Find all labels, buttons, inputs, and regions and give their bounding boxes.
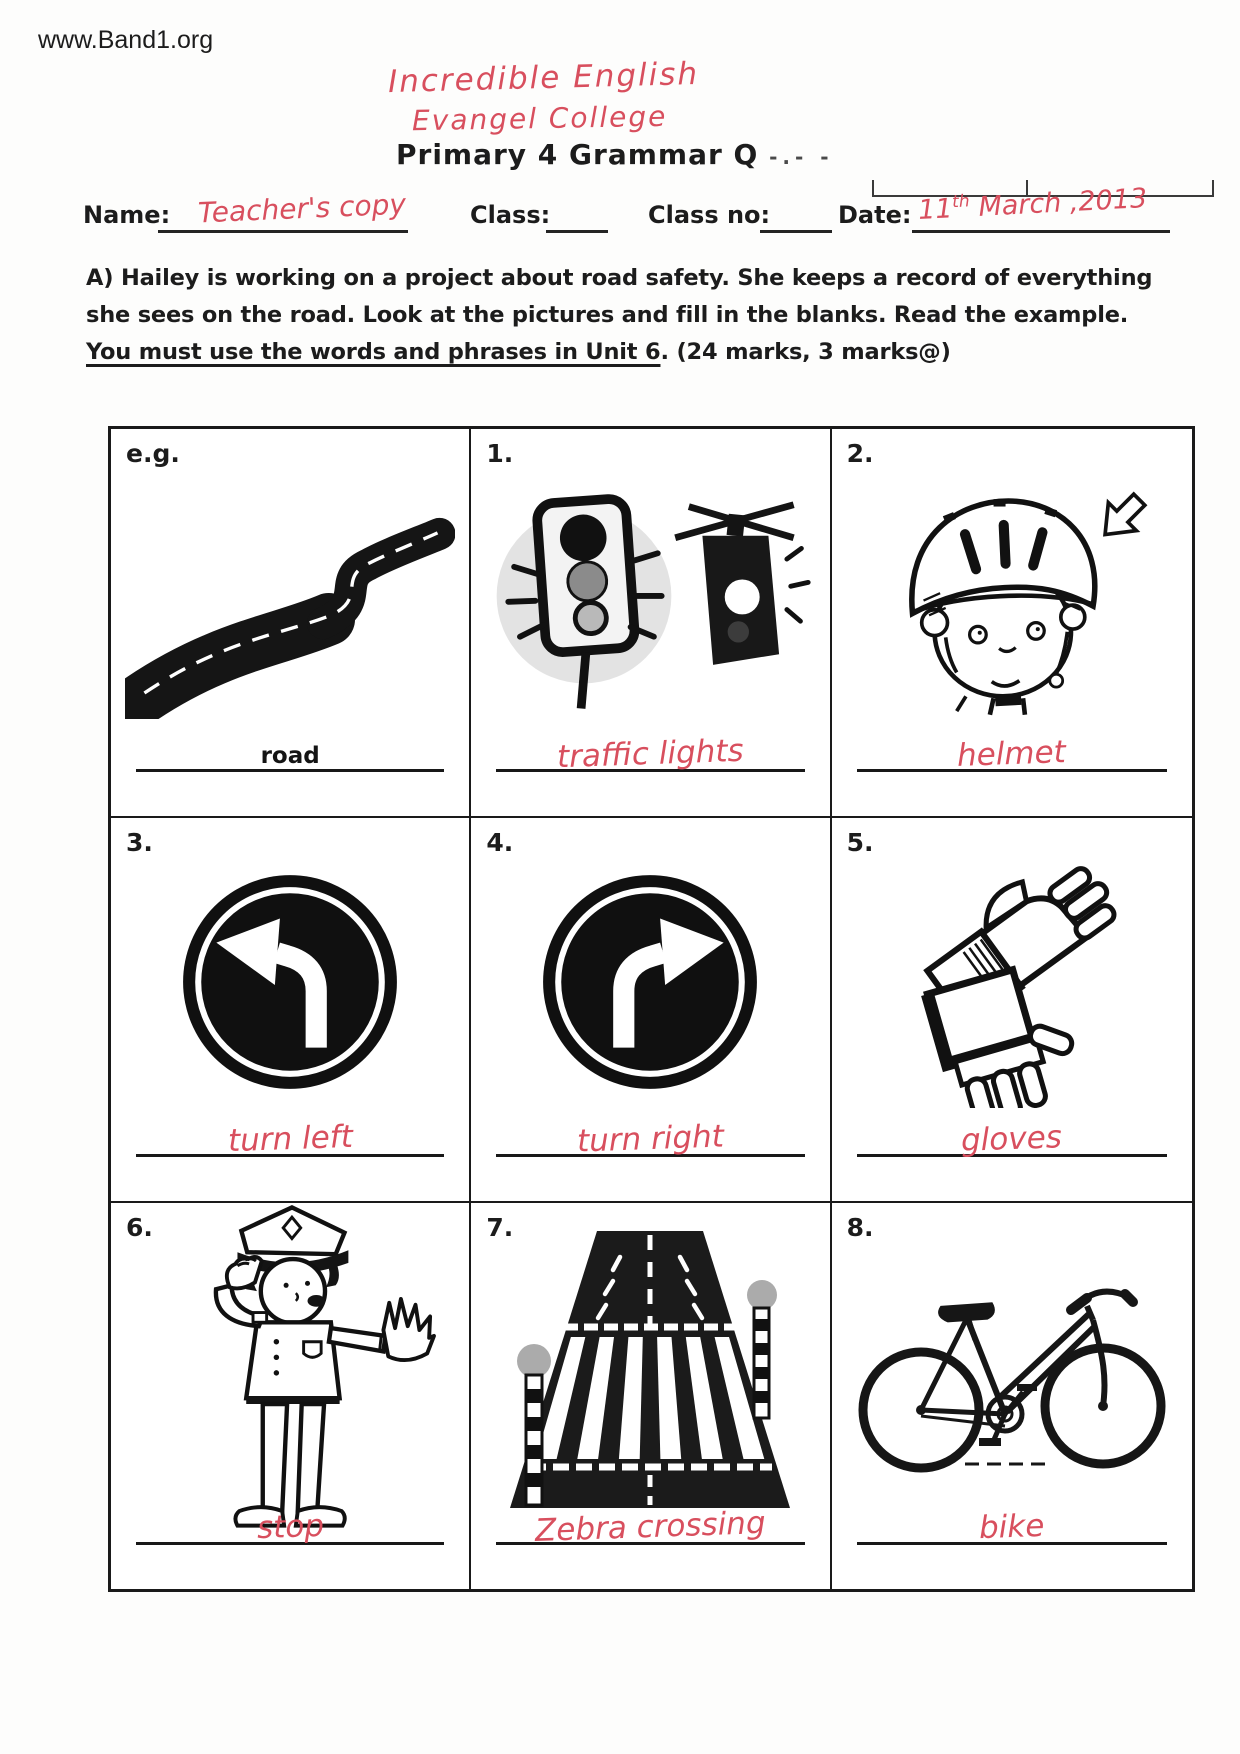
grid-cell-2 xyxy=(832,429,1192,818)
page-title-text: Primary 4 Grammar Q xyxy=(396,138,759,171)
page-title xyxy=(396,138,834,171)
answer-blank xyxy=(496,1104,804,1160)
answer-text: helmet xyxy=(956,734,1067,774)
date-day: 11 xyxy=(917,193,954,226)
traffic-lights-illustration xyxy=(485,470,815,720)
answer-blank xyxy=(136,1104,444,1160)
instruction-emphasized: You must use the words and phrases in Unit 6 xyxy=(86,339,661,365)
picture-grid xyxy=(108,426,1195,1592)
cell-image-area xyxy=(479,854,821,1109)
date-rest: March ,2013 xyxy=(977,183,1148,223)
grid-cell-1 xyxy=(471,429,831,818)
cell-label: e.g. xyxy=(126,439,180,468)
answer-text: road xyxy=(260,743,320,769)
answer-text: traffic lights xyxy=(556,732,745,776)
name-handwritten-value: Teacher's copy xyxy=(197,187,407,230)
cell-label: 4. xyxy=(486,828,514,857)
answer-text: Zebra crossing xyxy=(534,1504,767,1550)
cycling-gloves-illustration xyxy=(878,856,1146,1108)
cell-image-area xyxy=(479,465,821,724)
grid-cell-5 xyxy=(832,818,1192,1203)
cell-label: 5. xyxy=(846,828,874,857)
cell-image-area xyxy=(840,1239,1184,1497)
grid-cell-3 xyxy=(111,818,471,1203)
handwritten-school-name: Evangel College xyxy=(411,99,668,138)
turn-right-sign-illustration xyxy=(534,866,766,1098)
grid-cell-example xyxy=(111,429,471,818)
page-title-remnant: -.- - xyxy=(769,145,834,169)
name-label: Name: xyxy=(83,201,171,229)
cell-label: 6. xyxy=(126,1213,153,1242)
handwritten-course-name: Incredible English xyxy=(387,55,700,101)
cell-label: 7. xyxy=(486,1213,514,1242)
answer-blank xyxy=(496,719,804,776)
boy-wearing-helmet-illustration xyxy=(847,466,1177,724)
answer-blank xyxy=(857,719,1167,772)
answer-text: bike xyxy=(978,1507,1046,1547)
answer-blank xyxy=(136,719,444,772)
answer-text: turn right xyxy=(576,1118,725,1160)
grid-cell-6 xyxy=(111,1203,471,1589)
turn-left-sign-illustration xyxy=(174,866,406,1098)
watermark-url: www.Band1.org xyxy=(38,26,214,54)
class-label: Class: xyxy=(470,201,551,229)
answer-blank xyxy=(496,1492,804,1550)
answer-text: turn left xyxy=(227,1118,354,1160)
date-label: Date: xyxy=(838,201,912,229)
cell-label: 8. xyxy=(846,1213,874,1242)
answer-blank xyxy=(857,1104,1167,1157)
bicycle-illustration xyxy=(847,1243,1177,1493)
grid-cell-4 xyxy=(471,818,831,1203)
instruction-suffix: . (24 marks, 3 marks@) xyxy=(660,339,951,365)
answer-blank xyxy=(857,1492,1167,1545)
cell-image-area xyxy=(479,1239,821,1497)
date-ordinal: th xyxy=(951,191,971,213)
part-label: A) xyxy=(86,265,114,291)
grid-cell-7 xyxy=(471,1203,831,1589)
winding-road-illustration xyxy=(125,471,455,719)
answer-blank xyxy=(136,1492,444,1545)
class-no-blank xyxy=(760,204,832,233)
cell-label: 1. xyxy=(486,439,514,468)
cell-image-area xyxy=(840,854,1184,1109)
cell-label: 3. xyxy=(126,828,153,857)
section-a-instructions xyxy=(86,260,1164,371)
class-no-label: Class no: xyxy=(648,201,771,229)
cell-image-area xyxy=(119,1239,461,1497)
cell-image-area xyxy=(119,465,461,724)
cell-image-area xyxy=(119,854,461,1109)
zebra-crossing-illustration xyxy=(500,1198,800,1538)
cell-label: 2. xyxy=(846,439,874,468)
cell-image-area xyxy=(840,465,1184,724)
class-blank xyxy=(546,204,608,233)
instruction-text: Hailey is working on a project about road safety. She keeps a record of everything she sees on the road. Look at the pictures and fill in the blanks. Read the example. xyxy=(86,265,1153,328)
grid-cell-8 xyxy=(832,1203,1192,1589)
answer-text: stop xyxy=(256,1507,325,1547)
answer-text: gloves xyxy=(960,1119,1063,1159)
